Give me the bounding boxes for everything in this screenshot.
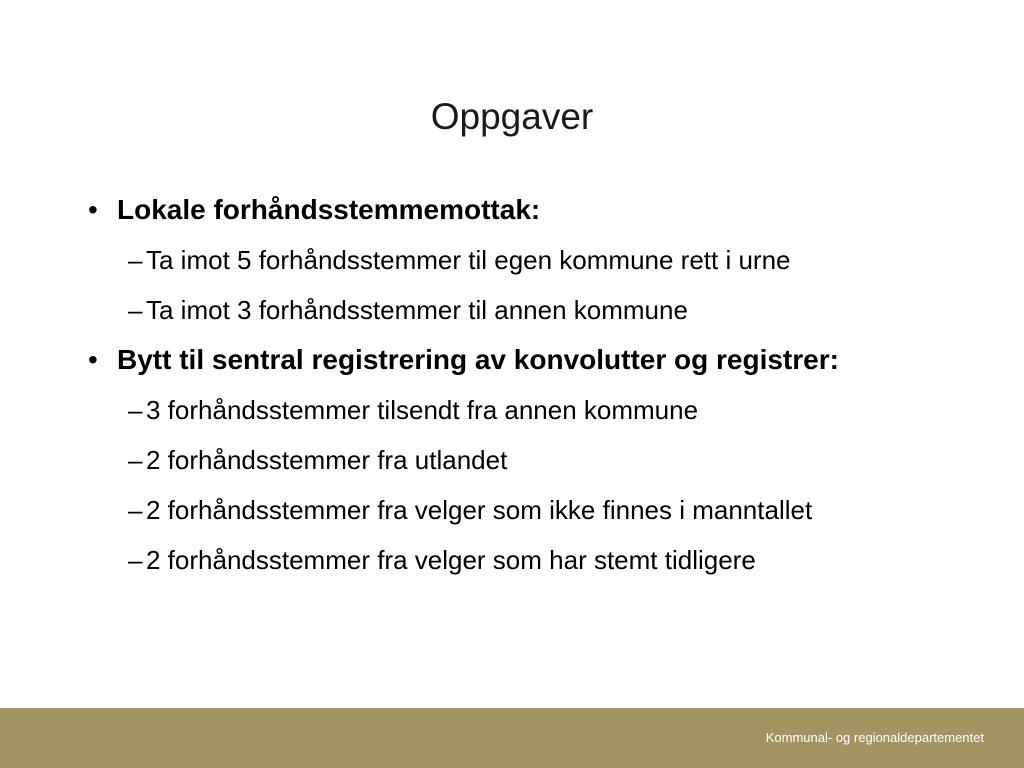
sub-item-text: Ta imot 5 forhåndsstemmer til egen kommune rett i urne [146,245,791,275]
sub-item-text: 2 forhåndsstemmer fra utlandet [146,445,508,475]
bullet-text: Lokale forhåndsstemmemottak: [117,194,541,225]
sub-item-text: Ta imot 3 forhåndsstemmer til annen kommune [146,295,688,325]
dash-marker: – [128,445,143,475]
bullet-marker: • [88,344,98,375]
sub-item [88,490,988,530]
footer-bar [0,708,1024,768]
bullet-text: Bytt til sentral registrering av konvolutter og registrer: [117,344,839,375]
sub-item [88,390,988,430]
sub-item-text: 2 forhåndsstemmer fra velger som har stemt tidligere [146,545,756,575]
slide-title: Oppgaver [430,96,594,137]
dash-marker: – [128,395,143,425]
dash-marker: – [128,245,143,275]
sub-item [88,440,988,480]
slide-content [88,190,988,590]
dash-marker: – [128,495,143,525]
bullet-item [88,340,988,380]
dash-marker: – [128,295,143,325]
bullet-item [88,190,988,230]
dash-marker: – [128,545,143,575]
sub-item-text: 3 forhåndsstemmer tilsendt fra annen kommune [146,395,699,425]
footer-department-name: Kommunal- og regionaldepartementet [765,730,984,745]
sub-item-text: 2 forhåndsstemmer fra velger som ikke finnes i manntallet [146,495,813,525]
sub-item [88,240,988,280]
sub-item [88,540,988,580]
sub-item [88,290,988,330]
bullet-marker: • [88,194,98,225]
